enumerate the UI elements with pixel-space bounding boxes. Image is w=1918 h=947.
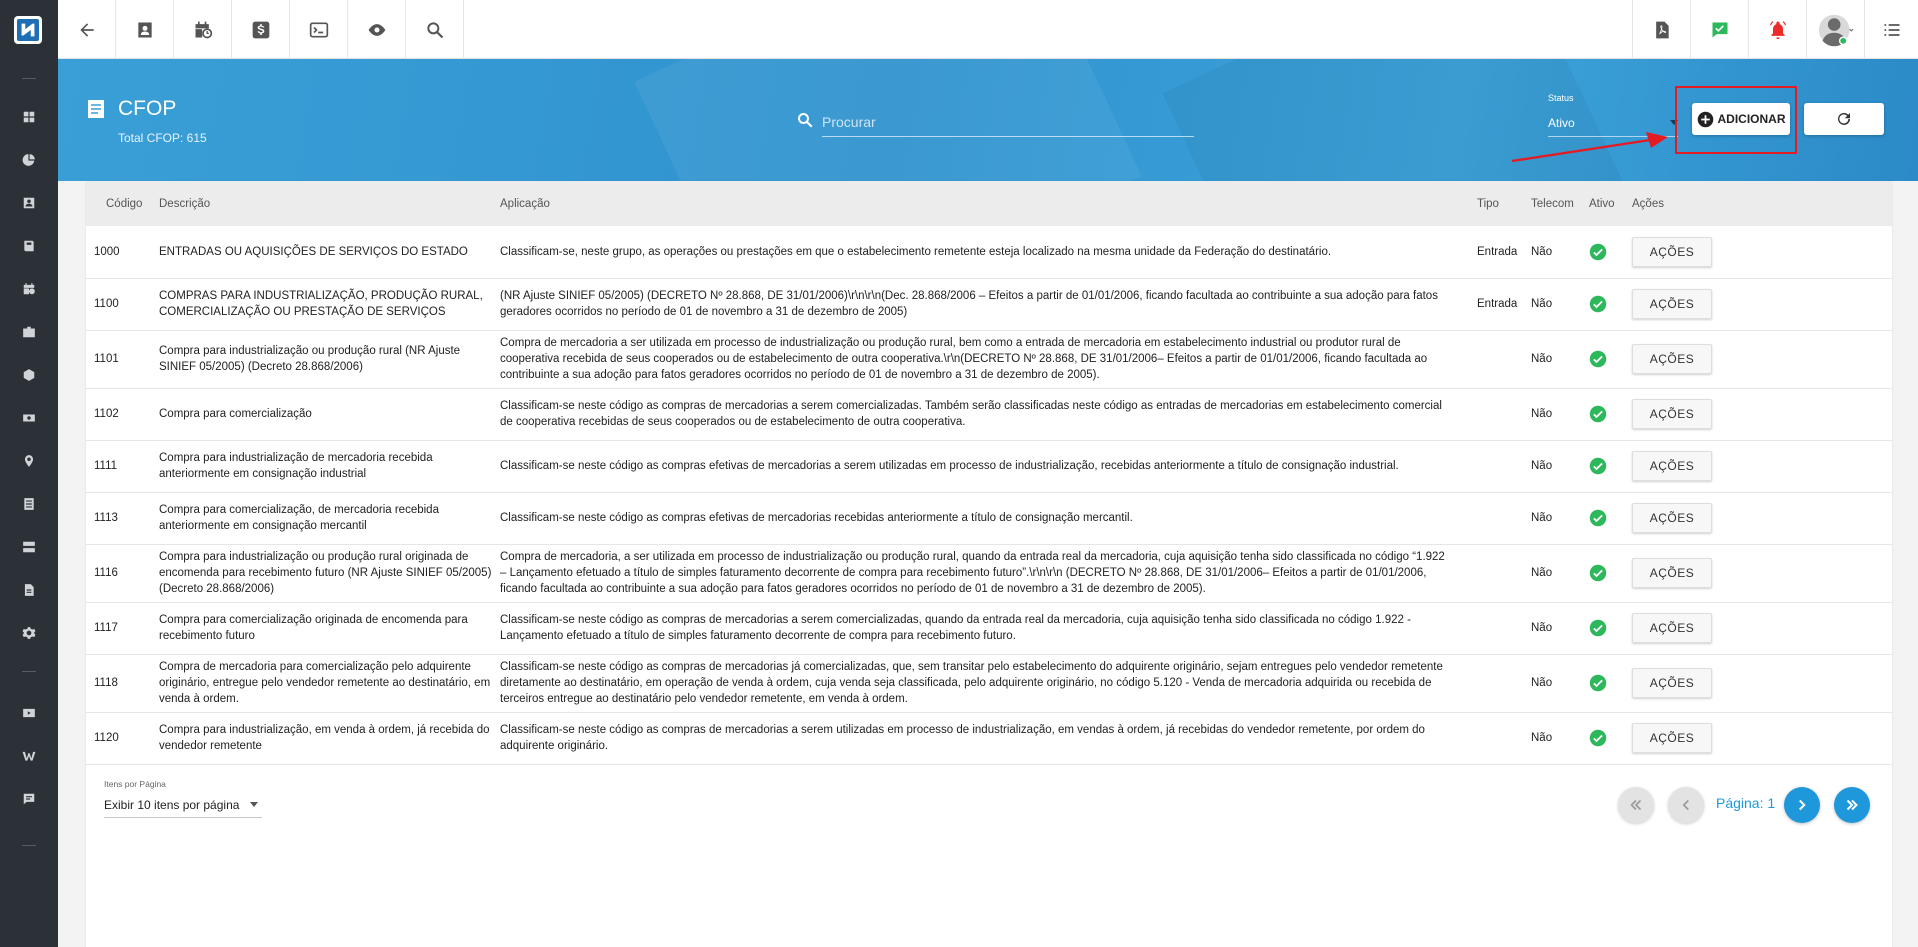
cell-ativo: [1581, 330, 1624, 388]
page-indicator: Página: 1: [1716, 795, 1776, 811]
sidebar-divider: [22, 845, 36, 846]
cell-telecom: Não: [1523, 278, 1581, 330]
sidebar-divider: [22, 78, 36, 79]
calendar-clock-icon[interactable]: [20, 280, 38, 298]
cell-tipo: [1469, 492, 1523, 544]
table-row[interactable]: [86, 712, 1892, 764]
sidebar-divider: [22, 671, 36, 672]
header-acoes: Ações: [1632, 197, 1664, 210]
cell-tipo: [1469, 654, 1523, 712]
cell-codigo: 1100: [86, 278, 151, 330]
cell-aplicacao: Classificam-se neste código as compras efetivas de mercadorias a serem utilizadas em processo de industrialização, recebidas anteriormente a título de consignação industrial.: [492, 440, 1469, 492]
search-button[interactable]: [406, 0, 464, 59]
pdf-file-icon: [1652, 20, 1672, 40]
book-icon[interactable]: [20, 237, 38, 255]
user-menu-button[interactable]: [1806, 0, 1864, 59]
cell-acoes: [1624, 492, 1892, 544]
eye-icon: [367, 20, 387, 40]
check-circle-icon: [1589, 457, 1607, 475]
cell-acoes: [1624, 440, 1892, 492]
cell-codigo: 1118: [86, 654, 151, 712]
check-circle-icon: [1589, 564, 1607, 582]
arrow-left-icon: [77, 20, 97, 40]
briefcase-icon[interactable]: [20, 323, 38, 341]
actions-button[interactable]: AÇÕES: [1632, 503, 1712, 533]
calendar-clock-icon: [193, 20, 213, 40]
actions-button[interactable]: AÇÕES: [1632, 399, 1712, 429]
cell-acoes: [1624, 712, 1892, 764]
chevron-left-icon: [1677, 796, 1695, 814]
highlight-annotation: [1675, 86, 1797, 154]
list-document-icon[interactable]: [20, 495, 38, 513]
items-per-page-value: Exibir 10 itens por página: [104, 798, 240, 812]
cell-codigo: 1102: [86, 388, 151, 440]
cell-descricao: Compra para comercialização: [151, 388, 492, 440]
table-row[interactable]: [86, 602, 1892, 654]
tasks-button[interactable]: [1690, 0, 1748, 59]
check-circle-icon: [1589, 674, 1607, 692]
contact-card-icon: [135, 20, 155, 40]
location-icon[interactable]: [20, 452, 38, 470]
cell-tipo: [1469, 388, 1523, 440]
page-subtitle: Total CFOP: 615: [118, 131, 207, 145]
cube-icon[interactable]: [20, 366, 38, 384]
contacts-button[interactable]: [116, 0, 174, 59]
double-chevron-left-icon: [1627, 796, 1645, 814]
cfop-table-card: [86, 181, 1892, 947]
header-ativo[interactable]: Ativo: [1589, 197, 1615, 210]
cell-descricao: ENTRADAS OU AQUISIÇÕES DE SERVIÇOS DO ESTADO: [151, 226, 492, 278]
cell-aplicacao: Classificam-se neste código as compras de mercadorias a serem comercializadas. Também serão classificadas neste código as entradas de mercadorias em estabelecimento comercial de cooperativa recebidas de seus cooperados ou de estabelecimento de outra cooperativa.: [492, 388, 1469, 440]
table-row[interactable]: [86, 226, 1892, 278]
cell-descricao: Compra para industrialização, em venda à ordem, já recebida do vendedor remetente: [151, 712, 492, 764]
cell-tipo: [1469, 544, 1523, 602]
bell-icon: [1768, 20, 1788, 40]
check-circle-icon: [1589, 509, 1607, 527]
actions-button[interactable]: AÇÕES: [1632, 613, 1712, 643]
cell-codigo: 1117: [86, 602, 151, 654]
cell-tipo: Entrada: [1469, 226, 1523, 278]
cell-ativo: [1581, 654, 1624, 712]
wiki-icon[interactable]: [20, 747, 38, 765]
table-header-row: [86, 181, 1892, 226]
check-circle-icon: [1589, 729, 1607, 747]
header-codigo[interactable]: Código: [106, 197, 143, 210]
cell-ativo: [1581, 492, 1624, 544]
finance-button[interactable]: [232, 0, 290, 59]
cell-tipo: [1469, 440, 1523, 492]
header-aplicacao[interactable]: Aplicação: [500, 197, 550, 210]
actions-button[interactable]: AÇÕES: [1632, 558, 1712, 588]
cell-tipo: Entrada: [1469, 278, 1523, 330]
check-circle-icon: [1589, 405, 1607, 423]
cell-acoes: [1624, 278, 1892, 330]
status-filter-label: Status: [1548, 93, 1574, 103]
refresh-icon: [1835, 110, 1853, 128]
cell-descricao: Compra para comercialização, de mercadoria recebida anteriormente em consignação mercantil: [151, 492, 492, 544]
cell-ativo: [1581, 226, 1624, 278]
cell-descricao: COMPRAS PARA INDUSTRIALIZAÇÃO, PRODUÇÃO RURAL, COMERCIALIZAÇÃO OU PRESTAÇÃO DE SERVIÇOS: [151, 278, 492, 330]
check-chat-icon: [1710, 20, 1730, 40]
document-icon: [88, 100, 104, 118]
cell-descricao: Compra para comercialização originada de encomenda para recebimento futuro: [151, 602, 492, 654]
check-circle-icon: [1589, 295, 1607, 313]
cell-aplicacao: (NR Ajuste SINIEF 05/2005) (DECRETO Nº 28.868, DE 31/01/2006)\r\n\r\n(Dec. 28.868/2006 – Efeitos a partir de 01/01/2006, ficando facultada ao contribuinte a sua adoção para fatos geradores ocorridos no período de 01 de novembro a 31 de dezembro de 2005): [492, 278, 1469, 330]
cell-tipo: [1469, 602, 1523, 654]
left-sidebar: [0, 0, 58, 947]
cell-codigo: 1101: [86, 330, 151, 388]
cell-acoes: [1624, 544, 1892, 602]
cell-ativo: [1581, 602, 1624, 654]
items-per-page-label: Itens por Página: [104, 779, 166, 789]
chevron-right-icon: [1793, 796, 1811, 814]
cell-telecom: Não: [1523, 440, 1581, 492]
cell-acoes: [1624, 330, 1892, 388]
actions-button[interactable]: AÇÕES: [1632, 451, 1712, 481]
pdf-button[interactable]: [1632, 0, 1690, 59]
cell-telecom: Não: [1523, 226, 1581, 278]
cell-aplicacao: Classificam-se neste código as compras efetivas de mercadorias recebidas anteriormente a título de consignação mercantil.: [492, 492, 1469, 544]
contact-card-icon[interactable]: [20, 194, 38, 212]
next-page-button[interactable]: [1784, 787, 1820, 823]
header-descricao[interactable]: Descrição: [159, 197, 211, 210]
cell-aplicacao: Classificam-se neste código as compras de mercadorias a serem utilizadas em processo de industrialização, em vendas à ordem, já recebidas do vendedor remetente, por ordem do adquirente originário.: [492, 712, 1469, 764]
table-row[interactable]: [86, 388, 1892, 440]
actions-button[interactable]: AÇÕES: [1632, 723, 1712, 753]
table-row[interactable]: [86, 492, 1892, 544]
cell-acoes: [1624, 388, 1892, 440]
add-button-label: ADICIONAR: [1717, 112, 1786, 126]
actions-button[interactable]: AÇÕES: [1632, 344, 1712, 374]
check-circle-icon: [1589, 350, 1607, 368]
app-logo[interactable]: [14, 16, 42, 44]
chat-icon[interactable]: [20, 790, 38, 808]
last-page-button[interactable]: [1834, 787, 1870, 823]
search-box: [796, 107, 1194, 137]
check-circle-icon: [1589, 619, 1607, 637]
cell-codigo: 1113: [86, 492, 151, 544]
actions-button[interactable]: AÇÕES: [1632, 668, 1712, 698]
cell-telecom: Não: [1523, 654, 1581, 712]
header-tipo[interactable]: Tipo: [1477, 197, 1499, 210]
cell-aplicacao: Classificam-se, neste grupo, as operações ou prestações em que o estabelecimento remetente esteja localizado na mesma unidade da Federação do destinatário.: [492, 226, 1469, 278]
cell-aplicacao: Classificam-se neste código as compras de mercadorias a serem comercializadas, quando da entrada real da mercadoria, cuja aquisição tenha sido classificada no código 1.922 - Lançamento efetuado a título de simples faturamento decorrente de compra para recebimento futuro.: [492, 602, 1469, 654]
search-input[interactable]: [822, 107, 1194, 137]
cell-codigo: 1000: [86, 226, 151, 278]
pie-chart-icon[interactable]: [20, 151, 38, 169]
cell-ativo: [1581, 278, 1624, 330]
schedule-button[interactable]: [174, 0, 232, 59]
cell-ativo: [1581, 712, 1624, 764]
table-row[interactable]: [86, 278, 1892, 330]
table-row[interactable]: [86, 330, 1892, 388]
gear-icon[interactable]: [20, 624, 38, 642]
cell-tipo: [1469, 712, 1523, 764]
cell-ativo: [1581, 440, 1624, 492]
actions-button[interactable]: AÇÕES: [1632, 289, 1712, 319]
actions-button[interactable]: AÇÕES: [1632, 237, 1712, 267]
terminal-icon: [309, 20, 329, 40]
cell-codigo: 1116: [86, 544, 151, 602]
caret-down-icon: [250, 802, 258, 807]
cell-telecom: Não: [1523, 712, 1581, 764]
red-arrow-annotation: [1510, 128, 1670, 168]
cell-descricao: Compra para industrialização de mercadoria recebida anteriormente em consignação industrial: [151, 440, 492, 492]
cell-telecom: Não: [1523, 492, 1581, 544]
list-menu-icon: [1882, 20, 1902, 40]
server-icon[interactable]: [20, 538, 38, 556]
file-icon[interactable]: [20, 581, 38, 599]
first-page-button[interactable]: [1618, 787, 1654, 823]
table-row[interactable]: [86, 440, 1892, 492]
page-title: CFOP: [118, 97, 177, 120]
cell-telecom: Não: [1523, 544, 1581, 602]
youtube-icon[interactable]: [20, 704, 38, 722]
cell-tipo: [1469, 330, 1523, 388]
search-icon: [425, 20, 445, 40]
cell-aplicacao: Compra de mercadoria, a ser utilizada em processo de industrialização ou produção rural, quando da entrada real da mercadoria, cuja aquisição tenha sido classificada no código “1.922 – Lançamento efetuado a título de simples faturamento decorrente de compra para recebimento futuro”.\r\n\r\n (DECRETO Nº 28.868, DE 31/01/2006– Efeitos a partir de 01/01/2006, ficando facultada ao contribuinte a sua adoção para fatos geradores ocorridos no período de 01 de novembro a 31 de dezembro de 2005).: [492, 544, 1469, 602]
items-per-page-select[interactable]: [104, 796, 262, 818]
check-circle-icon: [1589, 243, 1607, 261]
status-filter-value: Ativo: [1548, 116, 1575, 130]
cfop-table: [86, 181, 1892, 765]
cell-telecom: Não: [1523, 602, 1581, 654]
table-row[interactable]: [86, 654, 1892, 712]
cell-descricao: Compra para industrialização ou produção rural originada de encomenda para recebimento futuro (NR Ajuste SINIEF 05/2005) (Decreto 28.868/2006): [151, 544, 492, 602]
money-icon[interactable]: [20, 409, 38, 427]
refresh-button[interactable]: [1804, 103, 1884, 135]
menu-button[interactable]: [1864, 0, 1918, 59]
cell-ativo: [1581, 388, 1624, 440]
dashboard-icon[interactable]: [20, 108, 38, 126]
header-telecom[interactable]: Telecom: [1531, 197, 1574, 210]
cell-aplicacao: Classificam-se neste código as compras de mercadorias já comercializadas, que, sem transitar pelo estabelecimento do adquirente originário, sejam entregues pelo vendedor remetente diretamente ao destinatário, em operação de venda à ordem, cuja venda seja classificada, pelo adquirente originário, no código 5.120 - Venda de mercadoria adquirida ou recebida de terceiros entregue ao destinatário pelo vendedor remetente, em venda à ordem.: [492, 654, 1469, 712]
avatar: [1818, 12, 1854, 48]
view-button[interactable]: [348, 0, 406, 59]
cell-acoes: [1624, 226, 1892, 278]
terminal-button[interactable]: [290, 0, 348, 59]
dollar-icon: [251, 20, 271, 40]
cell-telecom: Não: [1523, 330, 1581, 388]
cell-codigo: 1120: [86, 712, 151, 764]
top-bar: [58, 0, 1918, 59]
cell-ativo: [1581, 544, 1624, 602]
cell-aplicacao: Compra de mercadoria a ser utilizada em processo de industrialização ou produção rural, bem como a entrada de mercadoria em estabelecimento industrial ou produtor rural de cooperativa recebida de seus cooperados ou de estabelecimento de outra cooperativa.\r\n(DECRETO Nº 28.868, DE 31/01/2006– Efeitos a partir de 01/01/2006, ficando facultada ao contribuinte a sua adoção para fatos geradores ocorridos no período de 01 de novembro a 31 de dezembro de 2005).: [492, 330, 1469, 388]
back-button[interactable]: [58, 0, 116, 59]
search-icon: [796, 111, 814, 129]
table-row[interactable]: [86, 544, 1892, 602]
cell-telecom: Não: [1523, 388, 1581, 440]
cell-descricao: Compra de mercadoria para comercialização pelo adquirente originário, entregue pelo vendedor remetente ao destinatário, em venda à ordem.: [151, 654, 492, 712]
previous-page-button[interactable]: [1668, 787, 1704, 823]
cell-acoes: [1624, 654, 1892, 712]
notifications-button[interactable]: [1748, 0, 1806, 59]
cell-acoes: [1624, 602, 1892, 654]
cell-descricao: Compra para industrialização ou produção rural (NR Ajuste SINIEF 05/2005) (Decreto 28.868/2006): [151, 330, 492, 388]
double-chevron-right-icon: [1843, 796, 1861, 814]
cell-codigo: 1111: [86, 440, 151, 492]
